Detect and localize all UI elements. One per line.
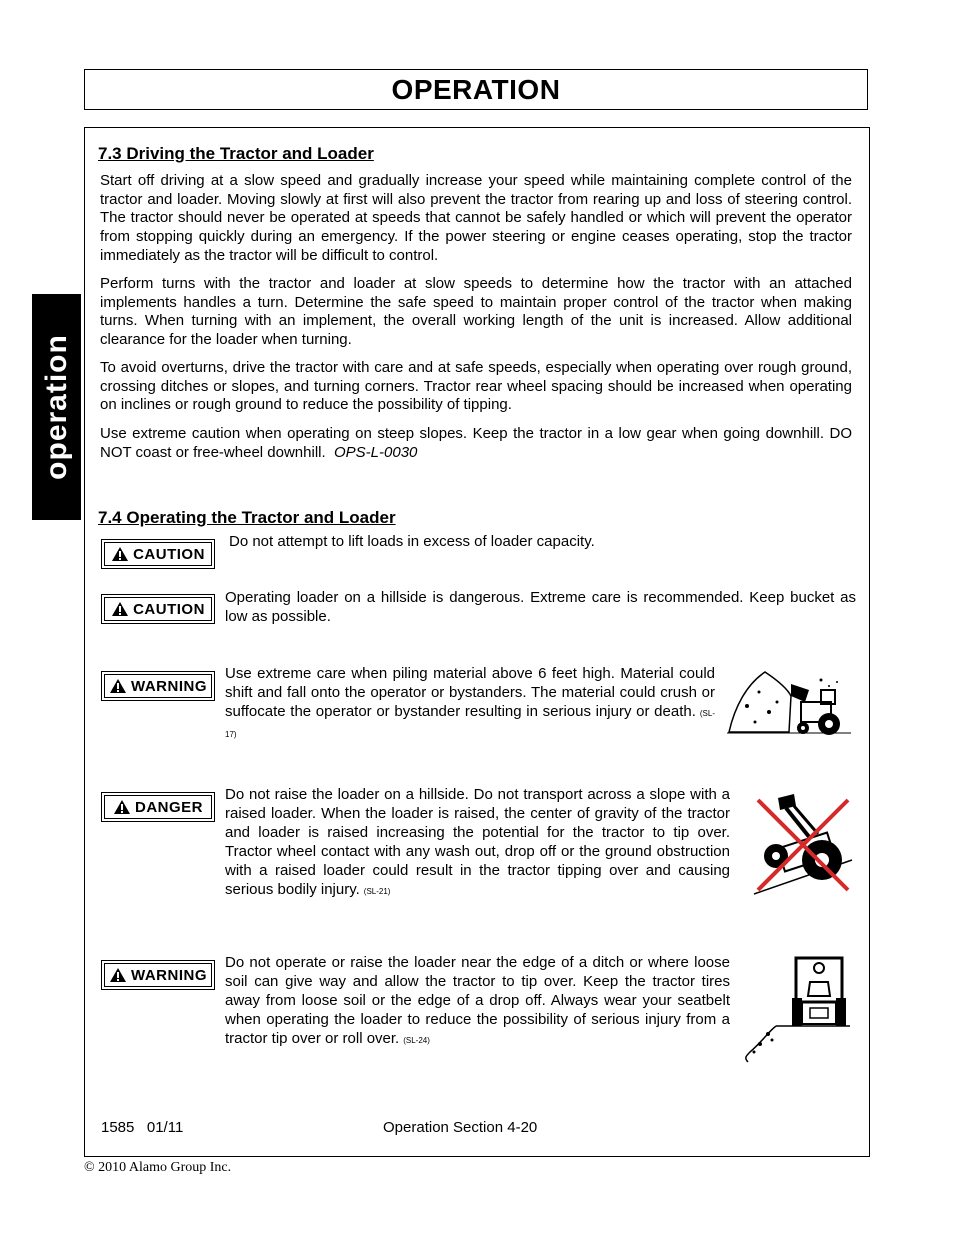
sign-label: DANGER xyxy=(134,798,203,816)
warning-sign xyxy=(101,671,215,701)
note-2-text: Operating loader on a hillside is dangerous. Extreme care is recommended. Keep bucket as low as possible. xyxy=(225,589,856,625)
warning-triangle-icon xyxy=(109,967,127,983)
page-title: OPERATION xyxy=(391,73,561,105)
section-7-3-paragraph-4 xyxy=(100,425,852,462)
footer-model-date: 1585 01/11 xyxy=(101,1119,184,1136)
note-5-ref: (SL-24) xyxy=(403,1035,430,1045)
section-7-3-heading: 7.3 Driving the Tractor and Loader xyxy=(98,144,374,163)
sign-label: CAUTION xyxy=(133,545,205,563)
side-tab-label: operation xyxy=(39,334,73,480)
warning-sign xyxy=(101,960,215,990)
warning-triangle-icon xyxy=(111,546,129,562)
note-1-text: Do not attempt to lift loads in excess of loader capacity. xyxy=(229,533,595,550)
note-4-text xyxy=(225,786,730,901)
copyright: © 2010 Alamo Group Inc. xyxy=(84,1160,232,1175)
side-tab xyxy=(32,294,81,520)
note-3-text xyxy=(225,665,715,745)
sign-label: WARNING xyxy=(131,966,207,984)
section-7-3-paragraph-3: To avoid overturns, drive the tractor with care and at safe speeds, especially when operating over rough ground, crossing ditches or slopes, and turning corners. Tractor rear wheel spacing should be increased when operating on inclines or rough ground to reduce the possibility of tipping. xyxy=(100,359,852,414)
note-4-body: Do not raise the loader on a hillside. Do not transport across a slope with a raised loader. When the loader is raised, the center of gravity of the tractor and loader is raised increasing the potential for the tractor to tip over. Tractor wheel contact with any wash out, drop off or the ground obstruction with a raised loader could result in the tractor tipping over and causing serious bodily injury. xyxy=(225,786,730,898)
danger-sign xyxy=(101,792,215,822)
warning-triangle-icon xyxy=(111,601,129,617)
page-header xyxy=(84,69,868,110)
section-7-4-heading: 7.4 Operating the Tractor and Loader xyxy=(98,508,396,527)
caution-sign xyxy=(101,594,215,624)
ops-code-ref: OPS-L-0030 xyxy=(334,443,418,461)
sign-label: WARNING xyxy=(131,677,207,695)
tractor-hillside-prohibited-illustration xyxy=(750,790,856,896)
warning-triangle-icon xyxy=(113,799,131,815)
tractor-ditch-edge-illustration xyxy=(740,952,852,1064)
note-5-body: Do not operate or raise the loader near the edge of a ditch or where loose soil can give way and allow the tractor to tip over. Keep the tractor tires away from loose soil or the edge of a drop off. Always wear your seatbelt when operating the loader to reduce the possibility of serious injury from a tractor tip over or roll over. xyxy=(225,954,730,1047)
note-3-ref: (SL-17) xyxy=(225,708,715,739)
sign-label: CAUTION xyxy=(133,600,205,618)
footer-section: Operation Section 4-20 xyxy=(383,1119,538,1136)
paragraph-4-text: Use extreme caution when operating on steep slopes. Keep the tractor in a low gear when going downhill. DO NOT coast or free-wheel downhill. xyxy=(100,425,852,461)
caution-sign xyxy=(101,539,215,569)
note-3-body: Use extreme care when piling material above 6 feet high. Material could shift and fall onto the operator or bystanders. The material could crush or suffocate the operator or bystander resulting in serious injury or death. xyxy=(225,665,715,720)
note-4-ref: (SL-21) xyxy=(363,886,391,896)
note-5-text xyxy=(225,954,730,1051)
warning-triangle-icon xyxy=(109,678,127,694)
loader-piling-illustration xyxy=(725,666,853,738)
section-7-3-paragraph-1: Start off driving at a slow speed and gradually increase your speed while maintaining complete control of the tractor and loader. Moving slowly at first will also prevent the tractor from rearing up and loss of steering control. The tractor should never be operated at speeds that cannot be safely handled or which will prevent the operator from stopping quickly during an emergency. If the power steering or engine ceases operating, stop the tractor immediately as the tractor will be difficult to control. xyxy=(100,172,852,264)
section-7-3-paragraph-2: Perform turns with the tractor and loader at slow speeds to determine how the tractor with an attached implements handles a turn. Determine the safe speed to maintain proper control of the tractor when making turns. When turning with an implement, the overall working length of the unit is increased. Allow additional clearance for the loader when turning. xyxy=(100,275,852,349)
